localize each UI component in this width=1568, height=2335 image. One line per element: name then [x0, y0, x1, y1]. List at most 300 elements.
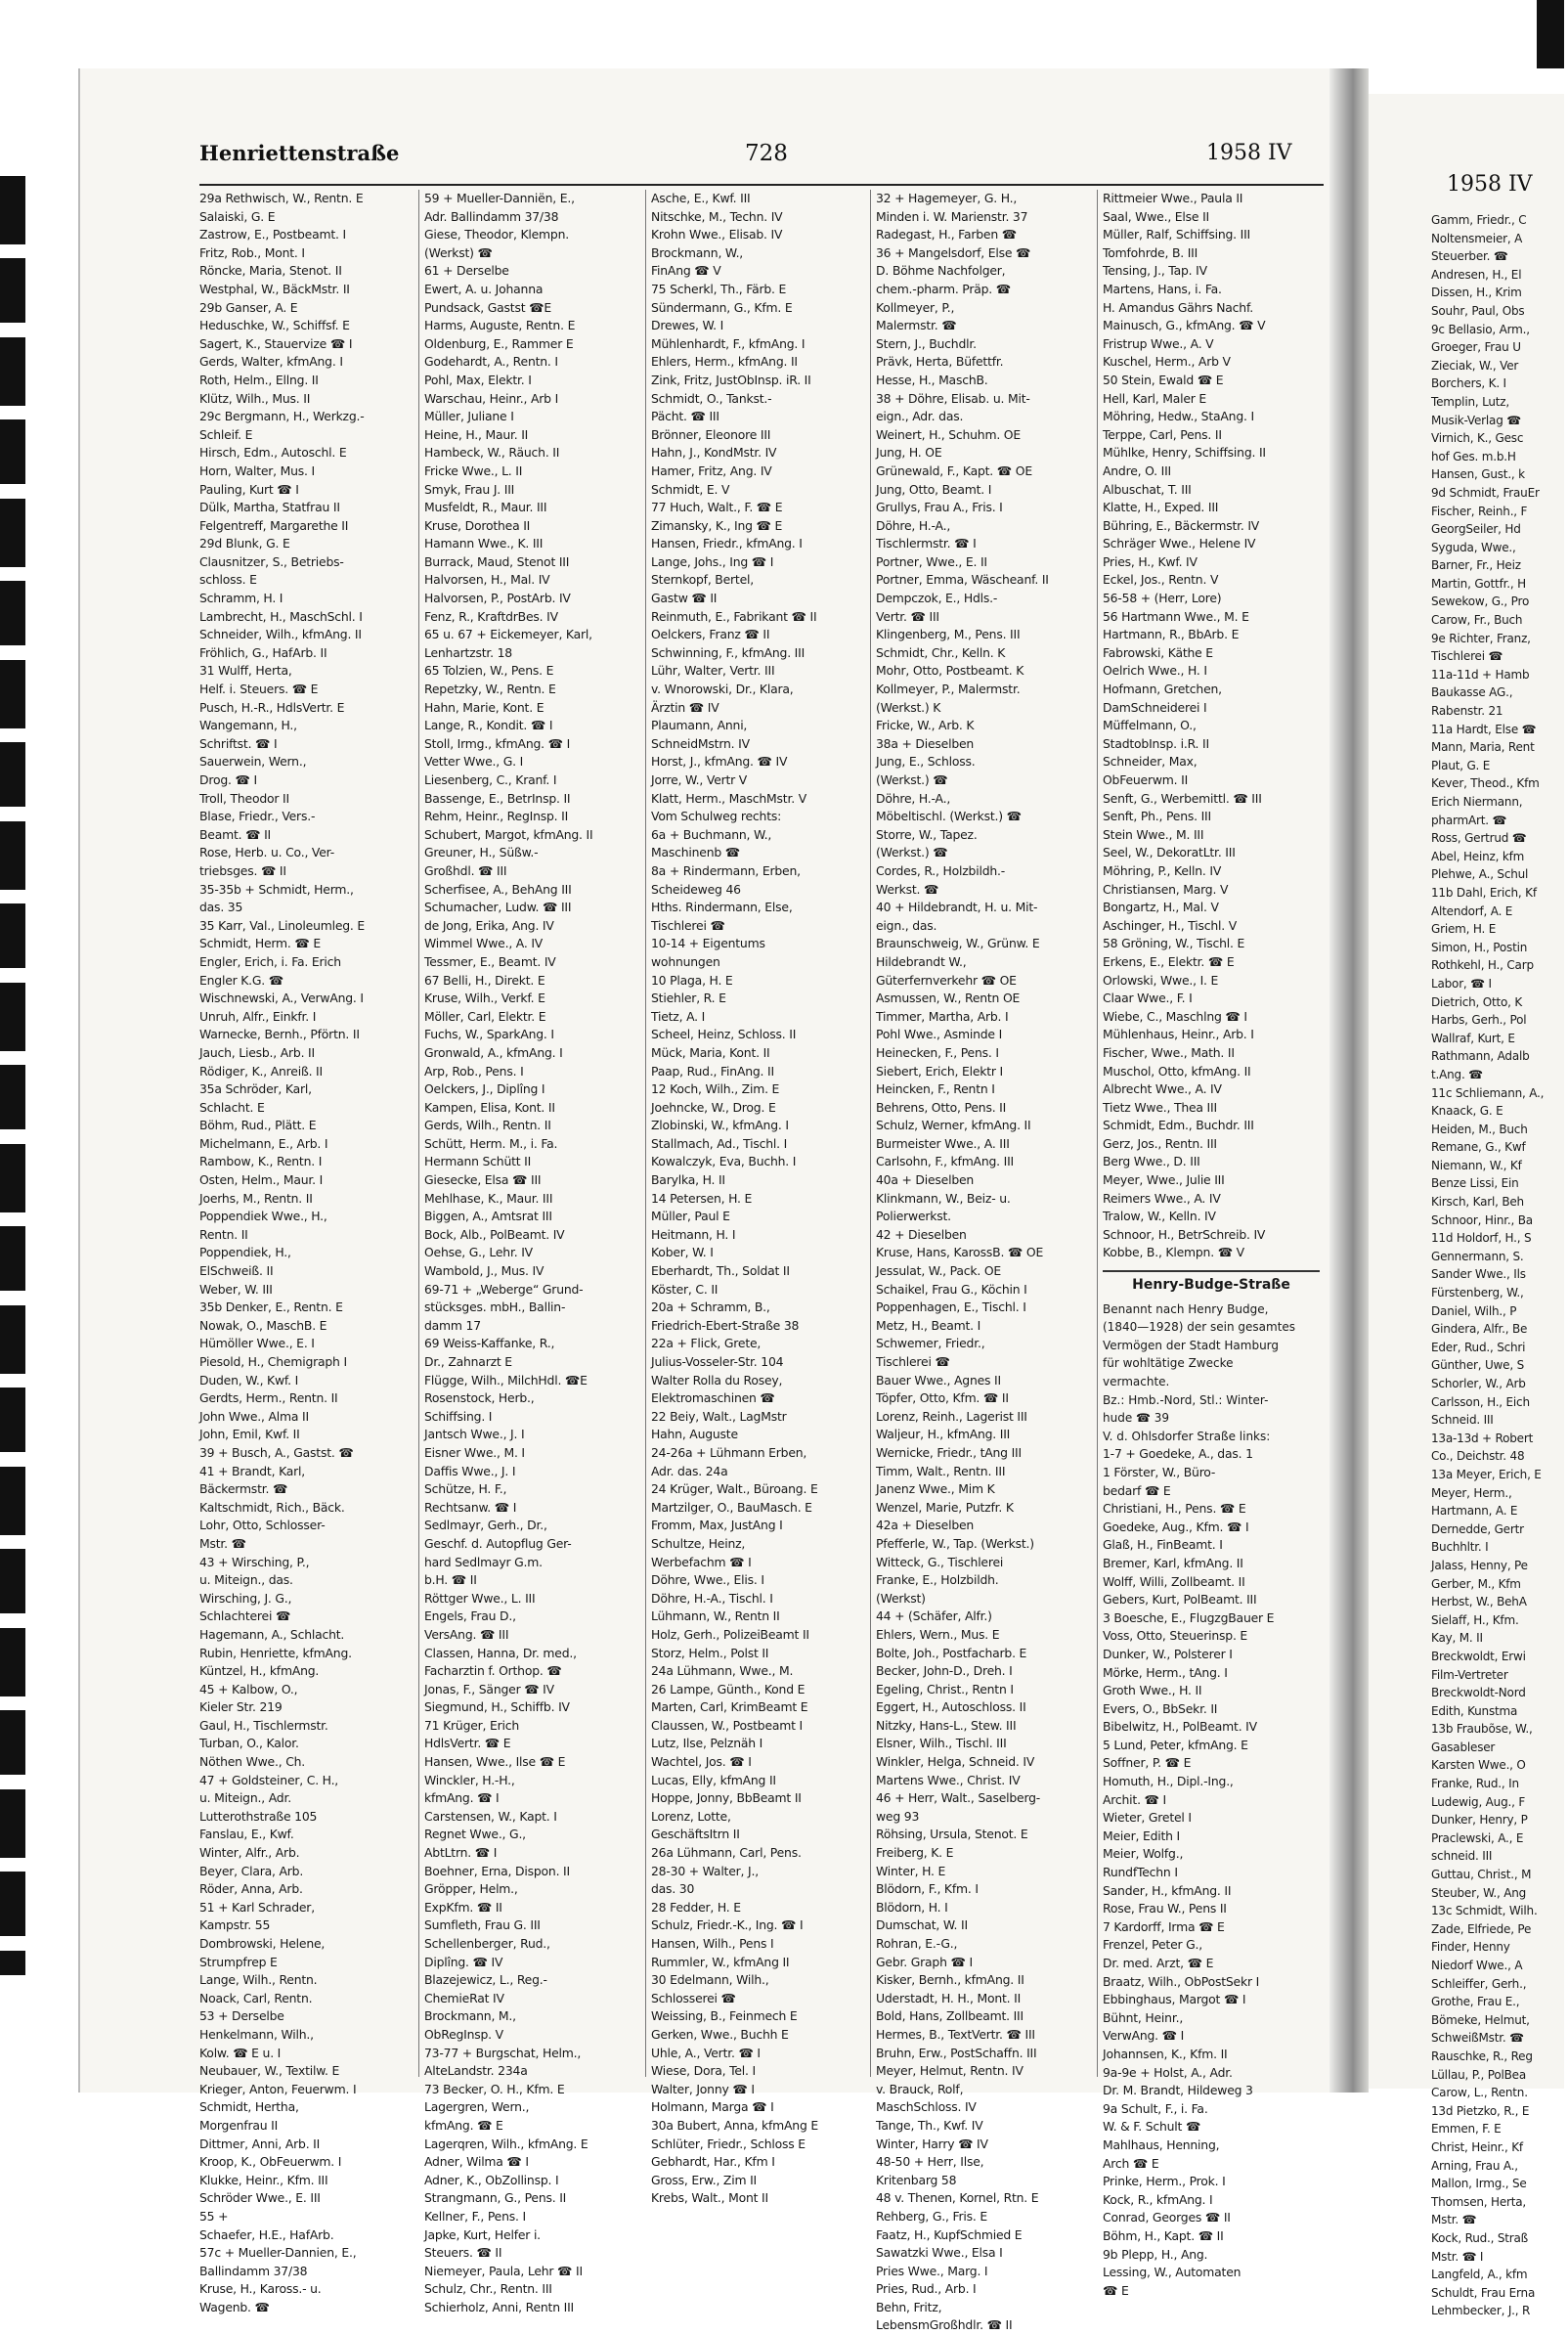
directory-entry: Witteck, G., Tischlerei [876, 1554, 1004, 1569]
directory-entry: 9a-9e + Holst, A., Adr. [1103, 2064, 1233, 2080]
directory-entry: Rubin, Henriette, kfmAng. [199, 1645, 352, 1660]
directory-entry: 11b Dahl, Erich, Kf [1431, 885, 1537, 900]
directory-entry: ObRegInsp. V [424, 2026, 503, 2042]
directory-entry: Mohr, Otto, Postbeamt. K [876, 663, 1024, 679]
directory-entry: Carlsson, H., Eich [1431, 1394, 1530, 1409]
directory-entry: Templin, Lutz, [1431, 394, 1509, 409]
directory-entry: GeorgSeiler, Hd [1431, 522, 1521, 537]
directory-entry: Eder, Rud., Schri [1431, 1340, 1526, 1354]
directory-entry: Kock, Rud., Straß [1431, 2230, 1529, 2245]
directory-entry: Lutterothstraße 105 [199, 1808, 318, 1824]
directory-entry: Bruhn, Erw., PostSchaffn. III [876, 2045, 1037, 2060]
directory-entry: Ebbinghaus, Margot ☎ I [1103, 1992, 1246, 2007]
directory-entry: 69-71 + „Weberge“ Grund- [424, 1281, 584, 1297]
directory-entry: Schiffsing. I [424, 1408, 493, 1424]
directory-entry: 38a + Dieselben [876, 735, 975, 751]
directory-entry: 43 + Wirsching, P., [199, 1554, 310, 1569]
directory-entry: hard Sedlmayr G.m. [424, 1554, 543, 1569]
directory-entry: ☎ E [1103, 2282, 1129, 2298]
directory-entry: 20a + Schramm, B., [651, 1300, 770, 1315]
directory-entry: Brockmann, W., [651, 244, 744, 260]
directory-entry: Kampen, Elisa, Kont. II [424, 1099, 555, 1115]
directory-entry: Schaikel, Frau G., Köchin I [876, 1281, 1027, 1297]
directory-entry: u. Miteign., Adr. [199, 1790, 291, 1806]
directory-entry: Greuner, H., Süßw.- [424, 845, 539, 860]
directory-entry: Bauer Wwe., Agnes II [876, 1372, 1001, 1388]
directory-entry: Jung, E., Schloss. [876, 754, 976, 770]
directory-entry: Prävk, Herta, Büfettfr. [876, 354, 1004, 370]
directory-entry: Oelckers, J., Diplîng I [424, 1081, 545, 1097]
header-rule [199, 184, 1324, 186]
directory-entry: Rambow, K., Rentn. I [199, 1154, 323, 1169]
directory-entry: Eggert, H., Autoschloss. II [876, 1699, 1026, 1715]
column-5 [1103, 190, 1320, 2298]
directory-entry: Winter, Harry ☎ IV [876, 2136, 988, 2151]
directory-entry: Wangemann, H., [199, 718, 297, 733]
column-divider [870, 190, 871, 2077]
directory-entry: Jalass, Henny, Pe [1431, 1558, 1528, 1572]
directory-entry: Meier, Edith I [1103, 1828, 1180, 1843]
directory-entry: Engels, Frau D., [424, 1608, 516, 1624]
binding-edge-right [1537, 0, 1564, 68]
directory-entry: Heitmann, H. I [651, 1226, 736, 1242]
directory-entry: 10-14 + Eigentums [651, 936, 765, 951]
directory-entry: Hths. Rindermann, Else, [651, 900, 793, 915]
directory-entry: Seel, W., DekoratLtr. III [1103, 845, 1236, 860]
directory-entry: Weissing, B., Feinmech E [651, 2008, 798, 2024]
directory-entry: Wachtel, Jos. ☎ I [651, 1754, 752, 1770]
directory-entry: Schuldt, Frau Erna [1431, 2285, 1536, 2300]
directory-entry: Duden, W., Kwf. I [199, 1372, 299, 1388]
directory-entry: Senft, G., Werbemittl. ☎ III [1103, 790, 1262, 806]
directory-entry: Bühnt, Heinr., [1103, 2009, 1184, 2025]
directory-entry: bedarf ☎ E [1103, 1482, 1171, 1498]
directory-entry: Joehncke, W., Drog. E [651, 1099, 776, 1115]
directory-entry: 36 + Mangelsdorf, Else ☎ [876, 244, 1031, 260]
directory-entry: Uhle, A., Vertr. ☎ I [651, 2045, 761, 2060]
directory-entry: Günther, Uwe, S [1431, 1358, 1524, 1373]
directory-entry: 40a + Dieselben [876, 1172, 975, 1188]
directory-entry: 41 + Brandt, Karl, [199, 1463, 306, 1478]
directory-entry: Klingenberg, M., Pens. III [876, 627, 1021, 642]
directory-entry: Pauling, Kurt ☎ I [199, 481, 299, 497]
directory-entry: Weber, W. III [199, 1281, 273, 1297]
directory-entry: Kruse, Dorothea II [424, 517, 531, 533]
directory-entry: Barner, Fr., Heiz [1431, 558, 1521, 573]
directory-entry: schneid. III [1431, 1849, 1493, 1864]
directory-entry: Zimansky, K., Ing ☎ E [651, 517, 783, 533]
directory-entry: Egeling, Christ., Rentn I [876, 1681, 1014, 1696]
directory-entry: kfmAng. ☎ E [424, 2117, 503, 2133]
directory-entry: Kober, W. I [651, 1245, 714, 1260]
directory-entry: 9d Schmidt, FrauEr [1431, 485, 1540, 500]
directory-entry: 73 Becker, O. H., Kfm. E [424, 2081, 565, 2096]
directory-entry: Tensing, J., Tap. IV [1103, 263, 1207, 279]
directory-entry: 58 Gröning, W., Tischl. E [1103, 936, 1245, 951]
directory-entry: Burrack, Maud, Stenot III [424, 553, 570, 569]
directory-entry: Dittmer, Anni, Arb. II [199, 2136, 321, 2151]
directory-entry: Henkelmann, Wilh., [199, 2026, 314, 2042]
directory-entry: Andresen, H., El [1431, 267, 1522, 282]
directory-entry: Morgenfrau II [199, 2117, 279, 2133]
directory-entry: Schneid. III [1431, 1413, 1494, 1428]
directory-entry: 47 + Goldsteiner, C. H., [199, 1772, 339, 1787]
directory-entry: Schramm, H. I [199, 591, 283, 606]
directory-entry: Jorre, W., Vertr V [651, 772, 748, 787]
directory-entry: Gross, Erw., Zim II [651, 2172, 757, 2187]
directory-entry: Möhring, Hedw., StaAng. I [1103, 409, 1254, 424]
directory-entry: Rechtsanw. ☎ I [424, 1499, 517, 1515]
directory-entry: Kroop, K., ObFeuerwm. I [199, 2154, 342, 2170]
directory-entry: Noltensmeier, A [1431, 231, 1523, 245]
directory-entry: Zastrow, E., Postbeamt. I [199, 227, 346, 242]
street-section-note: Bz.: Hmb.-Nord, Stl.: Winter- [1103, 1392, 1269, 1407]
directory-entry: Westphal, W., BäckMstr. II [199, 281, 350, 296]
directory-entry: Fröhlich, G., HafArb. II [199, 644, 327, 660]
directory-entry: Japke, Kurt, Helfer i. [424, 2226, 541, 2242]
directory-entry: Kever, Theod., Kfm [1431, 776, 1540, 791]
directory-entry: Soffner, P. ☎ E [1103, 1755, 1192, 1771]
directory-entry: Dr. med. Arzt, ☎ E [1103, 1956, 1214, 1970]
directory-entry: Diplîng. ☎ IV [424, 1954, 503, 1969]
directory-entry: Freiberg, K. E [876, 1845, 954, 1861]
directory-entry: Mühlenhaus, Heinr., Arb. I [1103, 1027, 1254, 1042]
directory-entry: Werbefachm ☎ I [651, 1554, 752, 1569]
directory-entry: Böhm, H., Kapt. ☎ II [1103, 2227, 1224, 2243]
directory-entry: Schubert, Margot, kfmAng. II [424, 826, 593, 842]
directory-entry: Polierwerkst. [876, 1209, 951, 1224]
directory-entry: Groeger, Frau U [1431, 340, 1521, 355]
directory-entry: Engler, Erich, i. Fa. Erich [199, 953, 341, 969]
directory-entry: Stoll, Irmg., kfmAng. ☎ I [424, 735, 571, 751]
directory-entry: Sternkopf, Bertel, [651, 572, 754, 588]
directory-entry: Uderstadt, H. H., Mont. II [876, 1990, 1022, 2005]
directory-entry: Klukke, Heinr., Kfm. III [199, 2172, 328, 2187]
directory-entry: Troll, Theodor II [199, 790, 289, 806]
directory-entry: John Wwe., Alma II [199, 1408, 309, 1424]
directory-entry: Gastw ☎ II [651, 591, 718, 606]
street-section-note: (1840—1928) der sein gesamtes [1103, 1320, 1296, 1335]
directory-entry: wohnungen [651, 953, 720, 969]
directory-entry: Hoppe, Jonny, BbBeamt II [651, 1790, 802, 1806]
directory-entry: Gaul, H., Tischlermstr. [199, 1717, 328, 1733]
directory-entry: Dempczok, E., Hdls.- [876, 591, 998, 606]
directory-entry: Mehlhase, K., Maur. III [424, 1190, 553, 1206]
directory-entry: Steuers. ☎ II [424, 2245, 502, 2261]
directory-entry: Ewert, A. u. Johanna [424, 281, 544, 296]
directory-entry: Pries Wwe., Marg. I [876, 2263, 988, 2278]
directory-entry: Pohl, Max, Elektr. I [424, 372, 532, 387]
directory-entry: schloss. E [199, 572, 257, 588]
directory-entry: Liesenberg, C., Kranf. I [424, 772, 557, 787]
directory-entry: Ehlers, Wern., Mus. E [876, 1626, 1000, 1642]
directory-entry: Noack, Carl, Rentn. [199, 1990, 313, 2005]
directory-entry: Steuerber. ☎ [1431, 249, 1508, 264]
directory-entry: Adner, Wilma ☎ I [424, 2154, 529, 2170]
directory-entry: Stallmach, Ad., Tischl. I [651, 1135, 788, 1151]
directory-entry: Blase, Friedr., Vers.- [199, 809, 316, 824]
directory-entry: Hansen, Wilh., Pens I [651, 1936, 774, 1951]
directory-entry: Köster, C. II [651, 1281, 719, 1297]
directory-entry: 35a Schröder, Karl, [199, 1081, 312, 1097]
directory-entry: Rose, Herb. u. Co., Ver- [199, 845, 335, 860]
directory-entry: Schmidt, Hertha, [199, 2099, 299, 2115]
directory-entry: SchweißMstr. ☎ [1431, 2031, 1524, 2046]
directory-entry: (Werkst.) K [876, 699, 941, 715]
directory-entry: Zieciak, W., Ver [1431, 358, 1519, 373]
directory-entry: Ross, Gertrud ☎ [1431, 831, 1527, 846]
directory-entry: Nitzky, Hans-L., Stew. III [876, 1717, 1017, 1733]
directory-entry: Heine, H., Maur. II [424, 426, 529, 442]
directory-entry: Radegast, H., Farben ☎ [876, 227, 1017, 242]
directory-entry: 44 + (Schäfer, Alfr.) [876, 1608, 992, 1624]
directory-entry: Daffis Wwe., J. I [424, 1463, 516, 1478]
directory-entry: Tralow, W., Kelln. IV [1103, 1209, 1216, 1224]
directory-entry: Meier, Wolfg., [1103, 1846, 1184, 1862]
street-section-note: vermachte. [1103, 1375, 1170, 1388]
directory-entry: Homuth, H., Dipl.-Ing., [1103, 1774, 1234, 1789]
directory-entry: Kruse, H., Kaross.- u. [199, 2281, 322, 2297]
directory-entry: Döhre, H.-A., [876, 790, 951, 806]
directory-entry: Franke, E., Holzbildh. [876, 1572, 999, 1588]
directory-entry: Oelrich Wwe., H. I [1103, 663, 1207, 679]
directory-entry: Carstensen, W., Kapt. I [424, 1808, 557, 1824]
directory-entry: Brockmann, M., [424, 2008, 516, 2024]
directory-entry: Pusch, H.-R., HdlsVertr. E [199, 699, 345, 715]
directory-entry: Emmen, F. E [1431, 2122, 1502, 2137]
directory-entry: Bühring, E., Bäckermstr. IV [1103, 517, 1260, 533]
directory-entry: 13a Meyer, Erich, E [1431, 1467, 1542, 1481]
directory-entry: Dr. M. Brandt, Hildeweg 3 [1103, 2083, 1253, 2098]
directory-entry: Pries, Rud., Arb. I [876, 2281, 977, 2297]
directory-entry: Holz, Gerh., PolizeiBeamt II [651, 1626, 809, 1642]
directory-entry: Heiden, M., Buch [1431, 1122, 1528, 1136]
directory-entry: Walter, Jonny ☎ I [651, 2081, 755, 2096]
facing-page [1369, 94, 1564, 2318]
directory-entry: 56 Hartmann Wwe., M. E [1103, 608, 1249, 624]
street-section-note: V. d. Ohlsdorfer Straße links: [1103, 1429, 1271, 1443]
directory-entry: Gröpper, Helm., [424, 1881, 518, 1897]
directory-entry: 26a Lühmann, Carl, Pens. [651, 1845, 802, 1861]
directory-entry: Mainusch, G., kfmAng. ☎ V [1103, 318, 1266, 333]
directory-entry: Arch ☎ E [1103, 2155, 1159, 2171]
directory-entry: Friedrich-Ebert-Straße 38 [651, 1317, 800, 1333]
directory-entry: Lutz, Ilse, Pelznäh I [651, 1736, 763, 1751]
directory-entry: StadtobInsp. i.R. II [1103, 735, 1209, 751]
directory-entry: Maschinenb ☎ [651, 845, 741, 860]
directory-entry: damm 17 [424, 1317, 481, 1333]
directory-entry: Blödorn, H. I [876, 1899, 948, 1915]
directory-entry: Terppe, Carl, Pens. II [1103, 426, 1222, 442]
directory-entry: Horst, J., kfmAng. ☎ IV [651, 754, 788, 770]
directory-entry: Flügge, Wilh., MilchHdl. ☎E [424, 1372, 588, 1388]
directory-entry: Felgentreff, Margarethe II [199, 517, 349, 533]
directory-entry: Rentn. II [199, 1226, 248, 1242]
directory-entry: Sielaff, H., Kfm. [1431, 1612, 1519, 1627]
directory-entry: b.H. ☎ II [424, 1572, 477, 1588]
directory-entry: Carow, Fr., Buch [1431, 613, 1523, 628]
directory-entry: Gebers, Kurt, PolBeamt. III [1103, 1592, 1257, 1608]
directory-entry: Schwemer, Friedr., [876, 1336, 985, 1351]
directory-entry: Gennermann, S. [1431, 1249, 1524, 1263]
directory-entry: Schnoor, Hinr., Ba [1431, 1212, 1533, 1227]
directory-entry: Musik-Verlag ☎ [1431, 413, 1521, 427]
directory-entry: Behn, Fritz, [876, 2299, 942, 2314]
directory-entry: Breckwoldt-Nord [1431, 1686, 1526, 1700]
directory-entry: Döhre, Wwe., Elis. I [651, 1572, 764, 1588]
directory-entry: Rittmeier Wwe., Paula II [1103, 191, 1243, 205]
directory-entry: Abel, Heinz, kfm [1431, 849, 1525, 863]
directory-entry: Schorler, W., Arb [1431, 1377, 1526, 1390]
directory-entry: Archit. ☎ I [1103, 1791, 1166, 1807]
column-1 [199, 190, 416, 2314]
directory-entry: Syguda, Wwe., [1431, 540, 1516, 554]
directory-entry: Heincken, F., Rentn I [876, 1081, 995, 1097]
directory-entry: Mühlke, Henry, Schiffsing. II [1103, 445, 1266, 461]
directory-entry: Osten, Helm., Maur. I [199, 1172, 324, 1188]
directory-entry: Kellner, F., Pens. I [424, 2208, 526, 2224]
directory-entry: Ludewig, Aug., F [1431, 1794, 1526, 1809]
directory-entry: 22a + Flick, Grete, [651, 1336, 762, 1351]
directory-entry: Schumacher, Ludw. ☎ III [424, 900, 572, 915]
directory-entry: 31 Wulff, Herta, [199, 663, 292, 679]
directory-entry: Oelckers, Franz ☎ II [651, 627, 770, 642]
directory-entry: Blödorn, F., Kfm. I [876, 1881, 979, 1897]
directory-entry: Kampstr. 55 [199, 1917, 271, 1933]
directory-entry: Gerds, Walter, kfmAng. I [199, 354, 343, 370]
directory-entry: Langfeld, A., kfm [1431, 2268, 1528, 2282]
directory-entry: Rabenstr. 21 [1431, 704, 1503, 719]
directory-entry: Hansen, Friedr., kfmAng. I [651, 536, 803, 551]
directory-entry: Sedlmayr, Gerh., Dr., [424, 1518, 547, 1533]
directory-entry: Karsten Wwe., O [1431, 1758, 1526, 1773]
directory-entry: Schriftst. ☎ I [199, 735, 278, 751]
running-head-street: Henriettenstraße [199, 141, 400, 165]
directory-entry: Hagemann, A., Schlacht. [199, 1626, 345, 1642]
directory-entry: Rauschke, R., Reg [1431, 2049, 1533, 2063]
directory-entry: Storz, Helm., Polst II [651, 1645, 769, 1660]
directory-entry: Müffelmann, O., [1103, 718, 1197, 733]
directory-entry: AlteLandstr. 234a [424, 2063, 528, 2079]
directory-entry: Smyk, Frau J. III [424, 481, 515, 497]
directory-entry: Pundsack, Gastst ☎E [424, 299, 551, 315]
directory-entry: Schütze, H. F., [424, 1481, 507, 1497]
directory-entry: Plaumann, Anni, [651, 718, 748, 733]
directory-entry: DamSchneiderei I [1103, 699, 1207, 715]
directory-entry: Kowalczyk, Eva, Buchh. I [651, 1154, 797, 1169]
directory-entry: 77 Huch, Walt., F. ☎ E [651, 500, 783, 515]
directory-entry: Hamer, Fritz, Ang. IV [651, 463, 772, 478]
directory-entry: Pfefferle, W., Tap. (Werkst.) [876, 1535, 1034, 1551]
directory-entry: Klatte, H., Exped. III [1103, 500, 1219, 515]
column-4 [876, 190, 1093, 2333]
directory-entry: Döhre, H.-A., Tischl. I [651, 1590, 773, 1606]
directory-entry: 71 Krüger, Erich [424, 1717, 520, 1733]
directory-entry: 29a Rethwisch, W., Rentn. E [199, 191, 364, 205]
directory-entry: Altendorf, A. E [1431, 903, 1513, 918]
directory-entry: Timm, Walt., Rentn. III [876, 1463, 1006, 1478]
directory-entry: 32 + Hagemeyer, G. H., [876, 191, 1018, 205]
directory-entry: Fenz, R., KraftdrBes. IV [424, 608, 558, 624]
directory-entry: Töpfer, Otto, Kfm. ☎ II [876, 1390, 1009, 1406]
directory-entry: Krohn Wwe., Elisab. IV [651, 227, 783, 242]
directory-entry: Schmidt, Herm. ☎ E [199, 936, 322, 951]
directory-entry: Jung, Otto, Beamt. I [876, 481, 992, 497]
directory-entry: 30 Edelmann, Wilh., [651, 1972, 769, 1988]
directory-entry: Saal, Wwe., Else II [1103, 208, 1209, 224]
directory-entry: Andre, O. III [1103, 463, 1172, 478]
directory-entry: Adr. das. 24a [651, 1463, 728, 1478]
directory-entry: Strumpfrep E [199, 1954, 278, 1969]
directory-entry: Elektromaschinen ☎ [651, 1390, 775, 1406]
column-divider [418, 190, 419, 2077]
directory-entry: Horn, Walter, Mus. I [199, 463, 315, 478]
directory-entry: Hildebrandt W., [876, 953, 967, 969]
directory-entry: RundfTechn I [1103, 1865, 1178, 1880]
directory-entry: Rathmann, Adalb [1431, 1049, 1530, 1064]
directory-entry: Fischer, Wwe., Math. II [1103, 1044, 1235, 1060]
directory-entry: Mstr. ☎ [1431, 2213, 1477, 2227]
directory-entry: Krebs, Walt., Mont II [651, 2190, 768, 2206]
directory-entry: Geschf. d. Autopflug Ger- [424, 1535, 572, 1551]
directory-entry: 29c Bergmann, H., Werkzg.- [199, 409, 365, 424]
directory-entry: Rosenstock, Herb., [424, 1390, 535, 1406]
directory-entry: Hartmann, A. E [1431, 1504, 1518, 1519]
directory-entry: Herbst, W., BehA [1431, 1595, 1527, 1609]
directory-entry: Unruh, Alfr., Einkfr. I [199, 1008, 317, 1024]
directory-entry: u. Miteign., das. [199, 1572, 293, 1588]
directory-entry: Piesold, H., Chemigraph I [199, 1354, 347, 1369]
directory-entry: Jessulat, W., Pack. OE [876, 1263, 1002, 1279]
directory-entry: Braunschweig, W., Grünw. E [876, 936, 1040, 951]
directory-entry: das. 30 [651, 1881, 695, 1897]
directory-entry: Lühr, Walter, Vertr. III [651, 663, 775, 679]
directory-entry: ChemieRat IV [424, 1990, 504, 2005]
directory-entry: Möhring, P., Kelln. IV [1103, 862, 1222, 878]
directory-entry: Prinke, Herm., Prok. I [1103, 2174, 1226, 2189]
directory-entry: Wiebe, C., Maschlng ☎ I [1103, 1008, 1247, 1024]
directory-entry: Dunker, W., Polsterer I [1103, 1646, 1233, 1661]
directory-entry: Evers, O., BbSekr. II [1103, 1700, 1218, 1716]
directory-entry: Albuschat, T. III [1103, 481, 1192, 497]
directory-entry: Dr., Zahnarzt E [424, 1354, 512, 1369]
directory-entry: Giesecke, Elsa ☎ III [424, 1172, 542, 1188]
directory-entry: Meyer, Helmut, Rentn. IV [876, 2063, 1024, 2079]
directory-entry: Beamt. ☎ II [199, 826, 272, 842]
directory-entry: Sagert, K., Stauervize ☎ I [199, 335, 353, 351]
directory-entry: Klatt, Herm., MaschMstr. V [651, 790, 806, 806]
directory-entry: Groth Wwe., H. II [1103, 1683, 1202, 1698]
directory-entry: 29b Ganser, A. E [199, 299, 298, 315]
directory-entry: Jonas, F., Sänger ☎ IV [424, 1681, 554, 1696]
directory-entry: Werkst. ☎ [876, 881, 939, 897]
directory-entry: Grünewald, F., Kapt. ☎ OE [876, 463, 1032, 478]
directory-entry: Finder, Henny [1431, 1940, 1510, 1955]
directory-entry: Schröder Wwe., E. III [199, 2190, 321, 2206]
directory-entry: Gerds, Wilh., Rentn. II [424, 1118, 551, 1133]
directory-entry: Lambrecht, H., MaschSchl. I [199, 608, 363, 624]
directory-entry: Clausnitzer, S., Betriebs- [199, 553, 344, 569]
directory-entry: Schultze, Heinz, [651, 1535, 746, 1551]
directory-entry: 40 + Hildebrandt, H. u. Mit- [876, 900, 1038, 915]
directory-entry: Gamm, Friedr., C [1431, 213, 1527, 227]
directory-entry: Dietrich, Otto, K [1431, 994, 1523, 1009]
directory-entry: Giese, Theodor, Klempn. [424, 227, 569, 242]
directory-entry: Neubauer, W., Textilw. E [199, 2063, 340, 2079]
directory-entry: Behrens, Otto, Pens. II [876, 1099, 1007, 1115]
directory-entry: (Werkst.) ☎ [876, 845, 948, 860]
directory-entry: 67 Belli, H., Direkt. E [424, 972, 545, 988]
